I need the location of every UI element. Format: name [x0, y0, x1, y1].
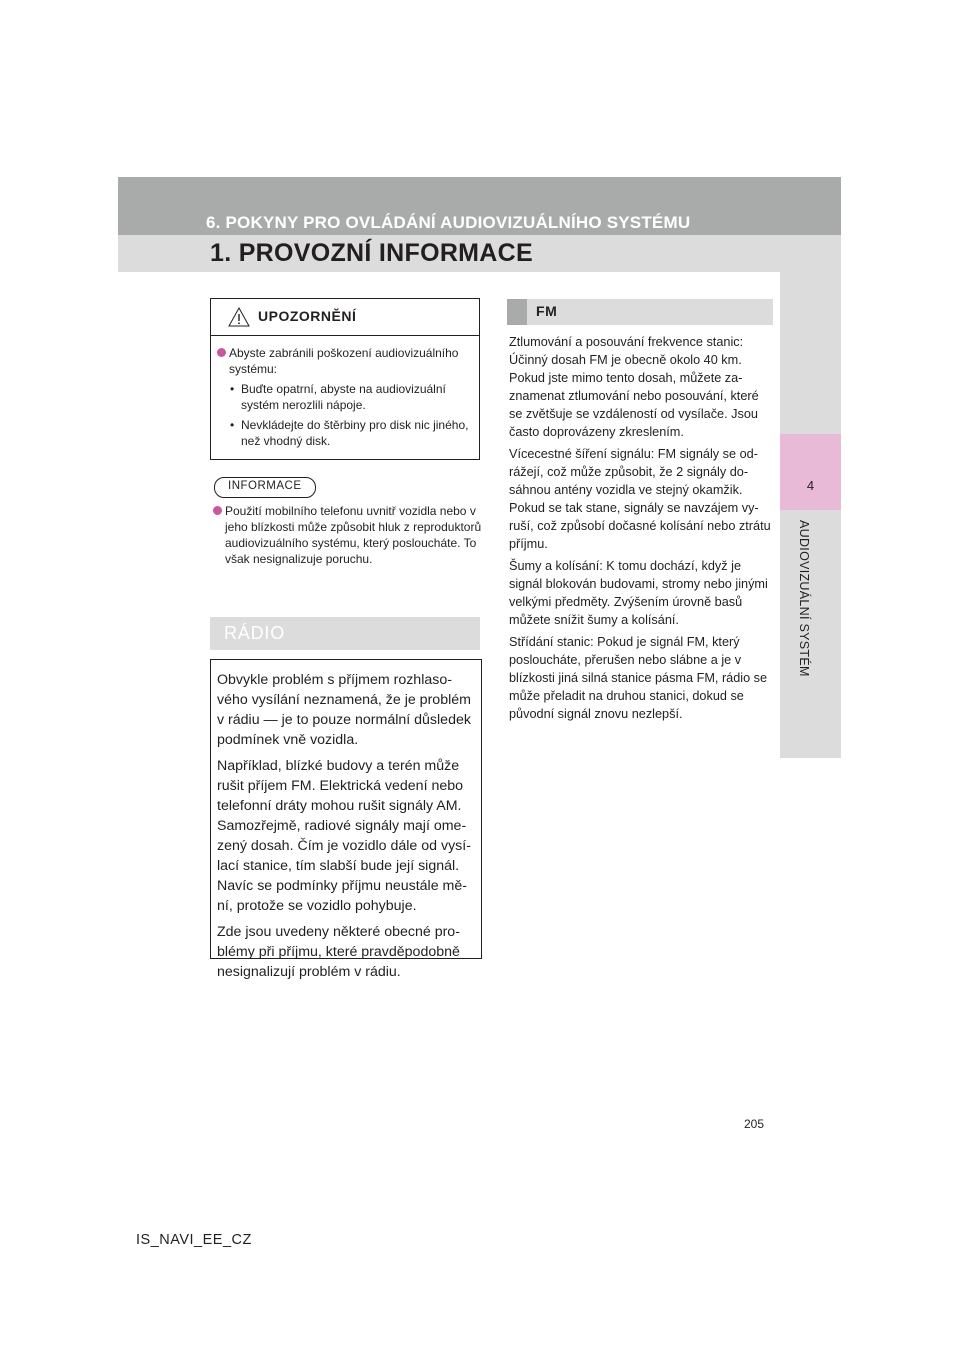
- chapter-title: 6. POKYNY PRO OVLÁDÁNÍ AUDIOVIZUÁLNÍHO SYSTÉMU: [206, 213, 691, 232]
- side-tab-upper: [780, 272, 841, 434]
- radio-paragraph-2: Například, blízké budovy a terén může rušit příjem FM. Elektrická vedení nebo telefonní dráty mohou rušit signály AM. Samozřejmě, radiové signály mají omezený dosah. Čím je vozidlo dále od vysílací stanice, tím slabší bude její signál. Navíc se podmínky příjmu neustále mění, protože se vozidlo pohybuje.: [217, 758, 471, 914]
- radio-paragraph-1: Obvykle problém s příjmem rozhlasového vysílání neznamená, že je problém v rádiu — je to pouze normální důsledek podmínek vně vozidla.: [217, 672, 471, 748]
- radio-body: [217, 670, 477, 988]
- fm-body: [509, 333, 773, 727]
- warning-intro: Abyste zabránili poškození audiovizuálního systému:: [229, 346, 459, 376]
- info-body: [213, 503, 487, 567]
- radio-section-header: [210, 617, 480, 650]
- header-top-strip: [118, 177, 841, 235]
- side-tab-label: AUDIOVIZUÁLNÍ SYSTÉM: [797, 520, 811, 677]
- warning-box: [210, 298, 480, 460]
- warning-triangle-icon: [228, 307, 250, 327]
- page-title: 1. PROVOZNÍ INFORMACE: [210, 239, 533, 267]
- bullet-dot-icon: [213, 506, 222, 515]
- fm-section-header: [507, 299, 773, 325]
- fm-section-label: FM: [536, 303, 558, 319]
- info-label-pill: [214, 477, 316, 498]
- info-text: Použití mobilního telefonu uvnitř vozidla nebo v jeho blízkosti může způsobit hluk z reproduktorů audiovizuálního systému, který posloucháte. To však nesignalizuje poruchu.: [225, 504, 482, 566]
- info-title: INFORMACE: [228, 480, 302, 492]
- side-tab-chapter: [780, 434, 841, 510]
- fm-header-accent: [507, 299, 527, 325]
- fm-paragraph-1: Ztlumování a posouvání frekvence stanic: Účinný dosah FM je obecně okolo 40 km. Pokud jste mimo tento dosah, můžete zaznamenat ztlumování nebo posouvání, které se zvětšuje se vzdáleností od vysílače. Jsou často doprovázeny zkreslením.: [509, 335, 759, 439]
- radio-section-label: RÁDIO: [224, 623, 286, 643]
- warning-sub-item: [217, 417, 475, 449]
- side-tab-number: 4: [806, 478, 815, 493]
- warning-body: [217, 345, 475, 449]
- document-code: IS_NAVI_EE_CZ: [136, 1232, 252, 1248]
- page-number: 205: [744, 1117, 765, 1131]
- warning-item-1: Buďte opatrní, abyste na audiovizuální systém nerozlili nápoje.: [241, 382, 446, 412]
- sub-bullet-icon: •: [230, 418, 235, 432]
- warning-header: [211, 299, 479, 336]
- warning-item-2: Nevkládejte do štěrbiny pro disk nic jiného, než vhodný disk.: [241, 418, 469, 448]
- radio-text-box: [210, 659, 482, 980]
- warning-sub-item: [217, 381, 475, 413]
- warning-bullet: [217, 345, 475, 377]
- radio-paragraph-3: Zde jsou uvedeny některé obecné problémy při příjmu, které pravděpodobně nesignalizují problém v rádiu.: [217, 924, 460, 980]
- fm-paragraph-4: Střídání stanic: Pokud je signál FM, který posloucháte, přerušen nebo slábne a je v blízkosti jiná silná stanice pásma FM, rádio se může přeladit na druhou stanici, dokud se původní signál znovu nezlepší.: [509, 635, 768, 721]
- fm-paragraph-3: Šumy a kolísání: K tomu dochází, když je signál blokován budovami, stromy nebo jinými velkými předměty. Zvýšením úrovně basů můžete snížit šumy a kolísání.: [509, 559, 768, 627]
- header-band: [118, 177, 841, 272]
- bullet-dot-icon: [217, 348, 226, 357]
- sub-bullet-icon: •: [230, 382, 235, 396]
- fm-paragraph-2: Vícecestné šíření signálu: FM signály se odrážejí, což může způsobit, že 2 signály dosáhnou antény vozidla ve stejný okamžik. Pokud se tak stane, signály se navzájem vyruší, což způsobí dočasné kolísání nebo ztrátu příjmu.: [509, 447, 771, 551]
- warning-title: UPOZORNĚNÍ: [258, 308, 357, 324]
